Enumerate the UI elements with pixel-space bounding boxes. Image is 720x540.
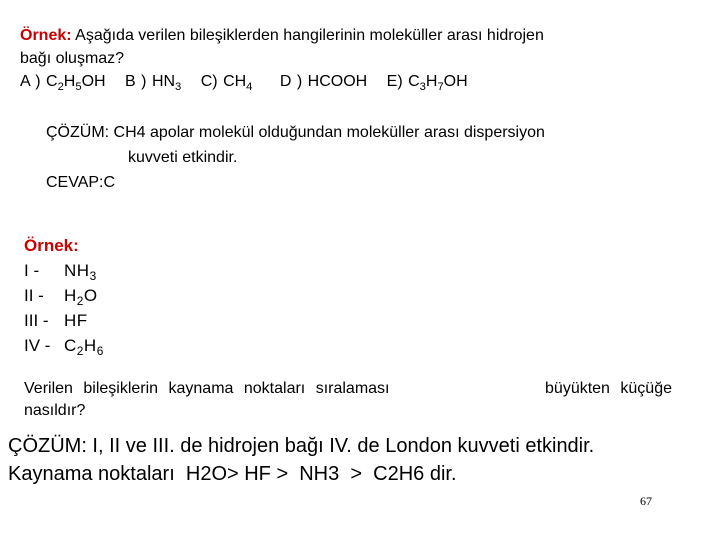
question-2-text [24, 378, 684, 422]
question-1-text: Aşağıda verilen bileşiklerden hangilerinin moleküller arası hidrojen [75, 27, 544, 44]
option-e: E) $C_3H_7OH$ [386, 73, 468, 93]
solution-1-answer: CEVAP:C [46, 174, 116, 191]
question-2-text-line-2: nasıldır? [24, 402, 86, 419]
option-c: C) $CH_4$ [200, 73, 253, 93]
question-1 [20, 24, 704, 93]
question-2 [24, 233, 104, 358]
solution-1-line-1: ÇÖZÜM: CH4 apolar molekül olduğundan moleküller arası dispersiyon [46, 124, 545, 141]
option-d: D ) HCOOH [279, 73, 368, 90]
solution-2-line-1: ÇÖZÜM: I, II ve III. de hidrojen bağı IV. de London kuvveti etkindir. [8, 435, 595, 457]
question-1-label: Örnek: [20, 27, 72, 44]
page-number: 67 [640, 494, 652, 508]
compound-4: IV - $C_2H_6$ [24, 336, 104, 359]
option-b: B ) $HN_3$ [125, 73, 182, 93]
compound-1: I - $NH_3$ [24, 261, 97, 284]
option-a: A ) $C_2H_5OH$ [20, 73, 106, 93]
compound-3: III - HF [24, 311, 88, 330]
question-2-text-line-1: Verilen bileşiklerin kaynama noktaları sıralaması büyükten küçüğe [24, 380, 672, 397]
question-1-text-line-2: bağı oluşmaz? [20, 50, 125, 67]
solution-2 [8, 432, 594, 488]
solution-1 [46, 120, 545, 195]
question-1-options [20, 70, 704, 93]
question-2-label: Örnek: [24, 236, 79, 255]
question-1-line-1 [20, 24, 704, 47]
compound-2: II - $H_2O$ [24, 286, 98, 309]
solution-1-line-2: kuvveti etkindir. [128, 149, 238, 166]
solution-2-line-2: Kaynama noktaları H2O> HF > NH3 > C2H6 dir. [8, 463, 457, 485]
